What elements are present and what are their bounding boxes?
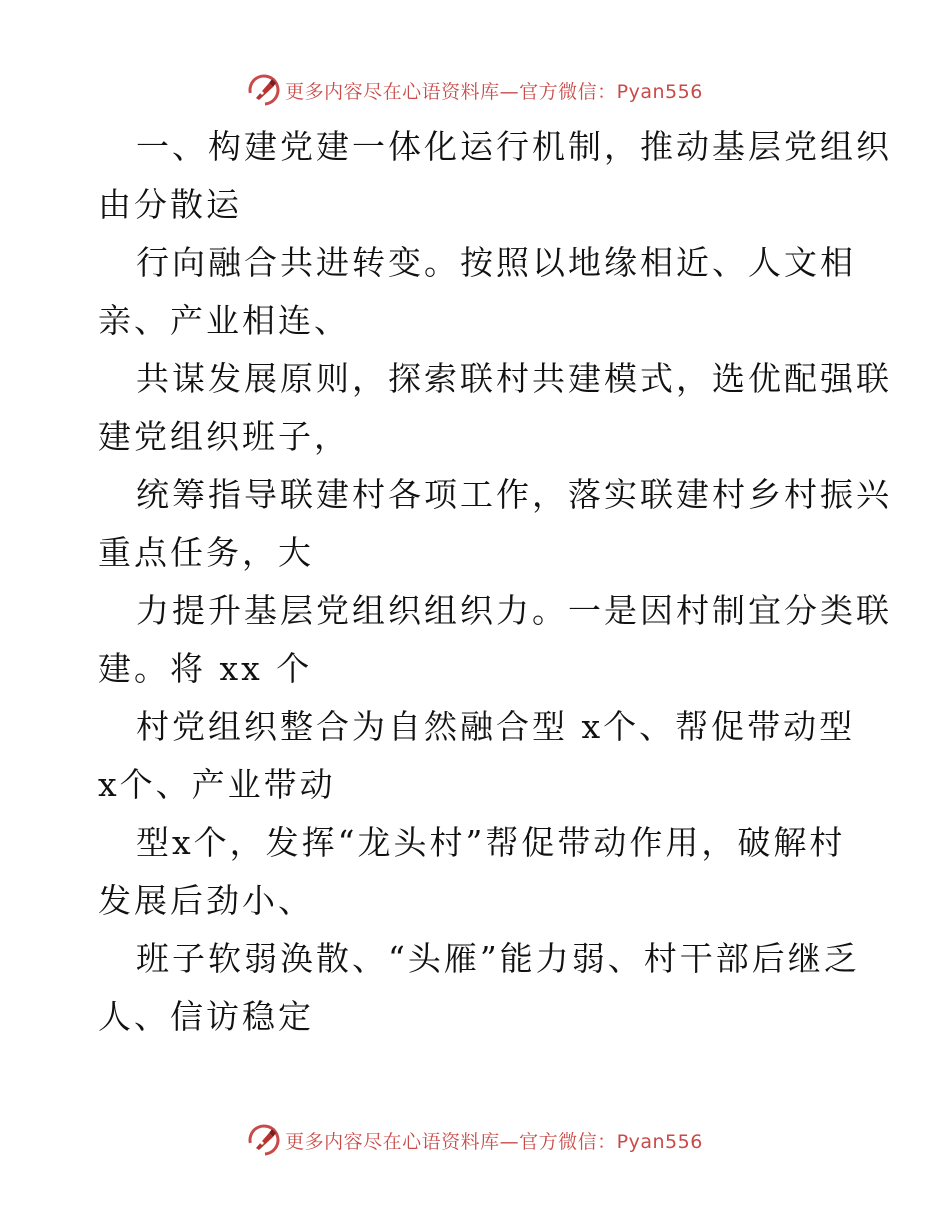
line-indented: 村党组织整合为自然融合型 x个、帮促带动型 bbox=[136, 707, 856, 746]
watermark-text: 更多内容尽在心语资料库—官方微信：Pyan556 bbox=[285, 80, 703, 103]
line-wrap: 亲、产业相连、 bbox=[98, 301, 350, 340]
paragraph-line bbox=[98, 698, 858, 814]
line-wrap: 重点任务，大 bbox=[98, 533, 314, 572]
pen-nib-logo-icon bbox=[247, 73, 281, 107]
document-body bbox=[98, 118, 892, 1046]
header-watermark bbox=[0, 68, 950, 112]
paragraph-line bbox=[98, 350, 892, 466]
line-indented: 一、构建党建一体化运行机制，推动基层党组织 bbox=[136, 127, 892, 166]
line-indented: 型x个，发挥“龙头村”帮促带动作用，破解村 bbox=[136, 823, 846, 862]
line-indented: 力提升基层党组织组织力。一是因村制宜分类联 bbox=[136, 591, 892, 630]
line-wrap: 发展后劲小、 bbox=[98, 881, 314, 920]
line-wrap: 建。将 xx 个 bbox=[98, 649, 313, 688]
paragraph-line bbox=[98, 118, 892, 234]
pen-nib-logo-icon bbox=[247, 1123, 281, 1157]
line-indented: 统筹指导联建村各项工作，落实联建村乡村振兴 bbox=[136, 475, 892, 514]
paragraph-line bbox=[98, 466, 892, 582]
watermark-text: 更多内容尽在心语资料库—官方微信：Pyan556 bbox=[285, 1130, 703, 1153]
paragraph-line bbox=[98, 814, 858, 930]
line-wrap: 建党组织班子， bbox=[98, 417, 350, 456]
paragraph-line bbox=[98, 582, 892, 698]
line-indented: 班子软弱涣散、“头雁”能力弱、村干部后继乏 bbox=[136, 939, 860, 978]
line-indented: 共谋发展原则，探索联村共建模式，选优配强联 bbox=[136, 359, 892, 398]
line-wrap: x个、产业带动 bbox=[98, 765, 336, 804]
line-indented: 行向融合共进转变。按照以地缘相近、人文相 bbox=[136, 243, 856, 282]
line-wrap: 由分散运 bbox=[98, 185, 242, 224]
line-wrap: 人、信访稳定 bbox=[98, 997, 314, 1036]
paragraph-line bbox=[98, 930, 858, 1046]
paragraph-line bbox=[98, 234, 858, 350]
footer-watermark bbox=[0, 1118, 950, 1162]
